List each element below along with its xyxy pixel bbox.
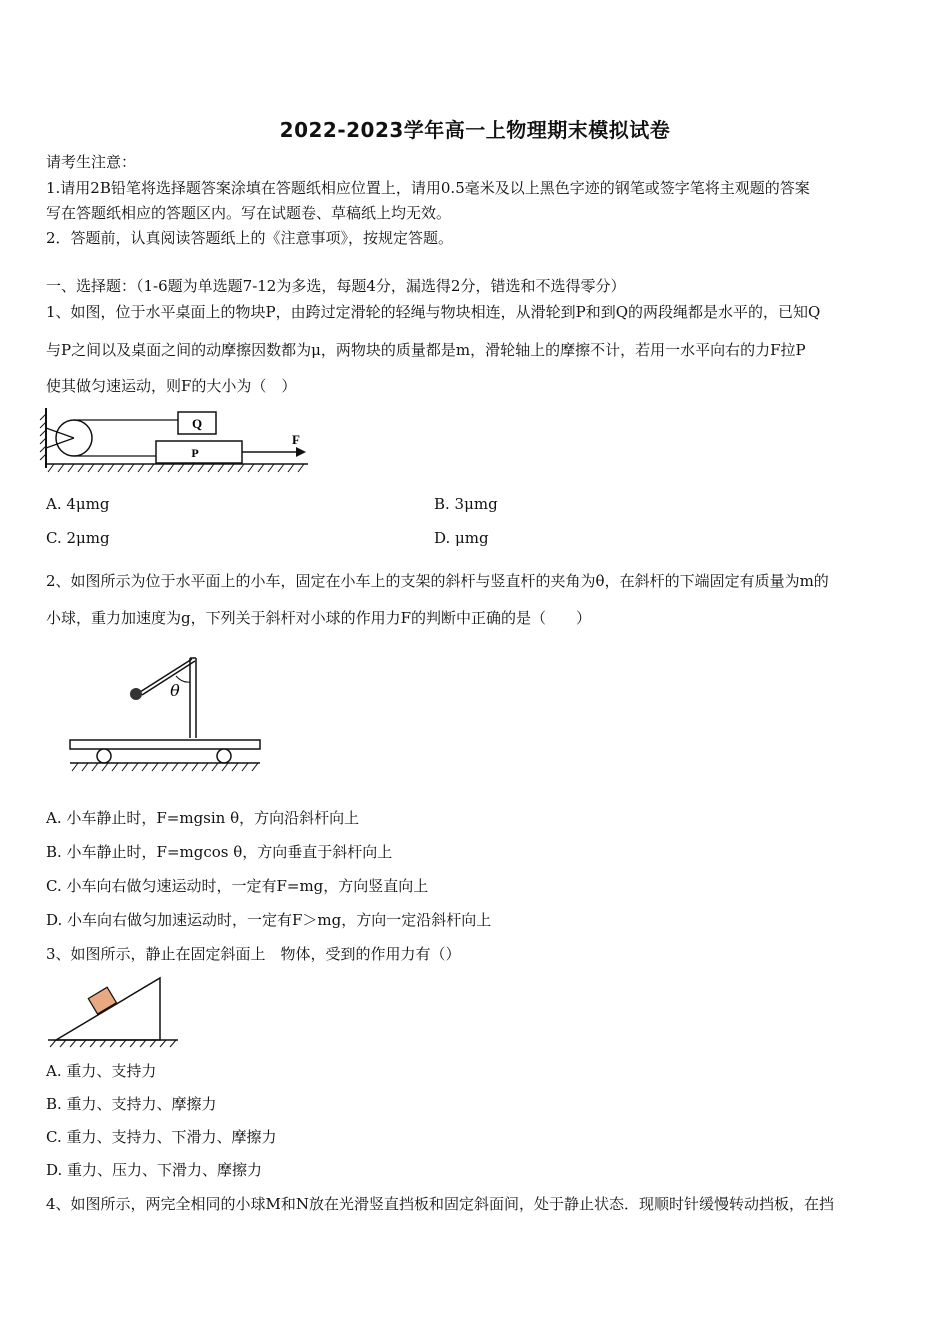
q1-fig-label-q: Q	[191, 416, 203, 431]
q1-option-c[interactable]: C. 2μmg	[46, 529, 110, 547]
q3-option-b[interactable]: B. 重力、支持力、摩擦力	[46, 1095, 217, 1113]
q4-text-line1: 4、如图所示，两完全相同的小球M和N放在光滑竖直挡板和固定斜面间，处于静止状态．现顺时针缓慢转动挡板，在挡	[46, 1195, 835, 1213]
q2-fig-label-theta: θ	[170, 681, 180, 700]
q1-text-line3: 使其做匀速运动，则F的大小为（ ）	[46, 377, 297, 395]
q3-option-d[interactable]: D. 重力、压力、下滑力、摩擦力	[46, 1161, 263, 1179]
q1-fig-label-f: F	[292, 432, 300, 447]
q2-option-d[interactable]: D. 小车向右做匀加速运动时，一定有F＞mg，方向一定沿斜杆向上	[46, 911, 492, 929]
q1-text-line1: 1、如图，位于水平桌面上的物块P，由跨过定滑轮的轻绳与物块相连，从滑轮到P和到Q的两段绳都是水平的，已知Q	[46, 303, 821, 321]
notice-item-1b: 写在答题纸相应的答题区内。写在试题卷、草稿纸上均无效。	[46, 204, 452, 222]
section-heading: 一、选择题：（1-6题为单选题7-12为多选，每题4分，漏选得2分，错选和不选得零分）	[46, 277, 626, 295]
q1-fig-label-p: P	[191, 446, 199, 460]
q3-option-c[interactable]: C. 重力、支持力、下滑力、摩擦力	[46, 1128, 277, 1146]
q2-text-line1: 2、如图所示为位于水平面上的小车，固定在小车上的支架的斜杆与竖直杆的夹角为θ，在斜杆的下端固定有质量为m的	[46, 572, 829, 590]
q1-text-line2: 与P之间以及桌面之间的动摩擦因数都为μ，两物块的质量都是m，滑轮轴上的摩擦不计，若用一水平向右的力F拉P	[46, 341, 806, 359]
notice-item-2: 2．答题前，认真阅读答题纸上的《注意事项》，按规定答题。	[46, 229, 454, 247]
notice-item-1a: 1.请用2B铅笔将选择题答案涂填在答题纸相应位置上，请用0.5毫米及以上黑色字迹的钢笔或签字笔将主观题的答案	[46, 179, 810, 197]
q1-option-a[interactable]: A. 4μmg	[46, 495, 110, 513]
q1-pulley-figure	[40, 406, 315, 476]
q2-option-c[interactable]: C. 小车向右做匀速运动时，一定有F=mg，方向竖直向上	[46, 877, 429, 895]
q2-text-line2: 小球，重力加速度为g，下列关于斜杆对小球的作用力F的判断中正确的是（ ）	[46, 609, 592, 627]
q3-incline-figure	[44, 972, 184, 1048]
q1-option-b[interactable]: B. 3μmg	[434, 495, 498, 513]
page-title: 2022-2023学年高一上物理期末模拟试卷	[279, 118, 671, 142]
q3-text-line1: 3、如图所示，静止在固定斜面上 物体，受到的作用力有（）	[46, 945, 461, 963]
q2-cart-figure	[66, 652, 266, 776]
q3-option-a[interactable]: A. 重力、支持力	[46, 1062, 157, 1080]
q2-option-a[interactable]: A. 小车静止时，F=mgsin θ，方向沿斜杆向上	[46, 809, 360, 827]
q1-option-d[interactable]: D. μmg	[434, 529, 489, 547]
notice-heading: 请考生注意：	[46, 153, 137, 171]
q2-option-b[interactable]: B. 小车静止时，F=mgcos θ，方向垂直于斜杆向上	[46, 843, 393, 861]
